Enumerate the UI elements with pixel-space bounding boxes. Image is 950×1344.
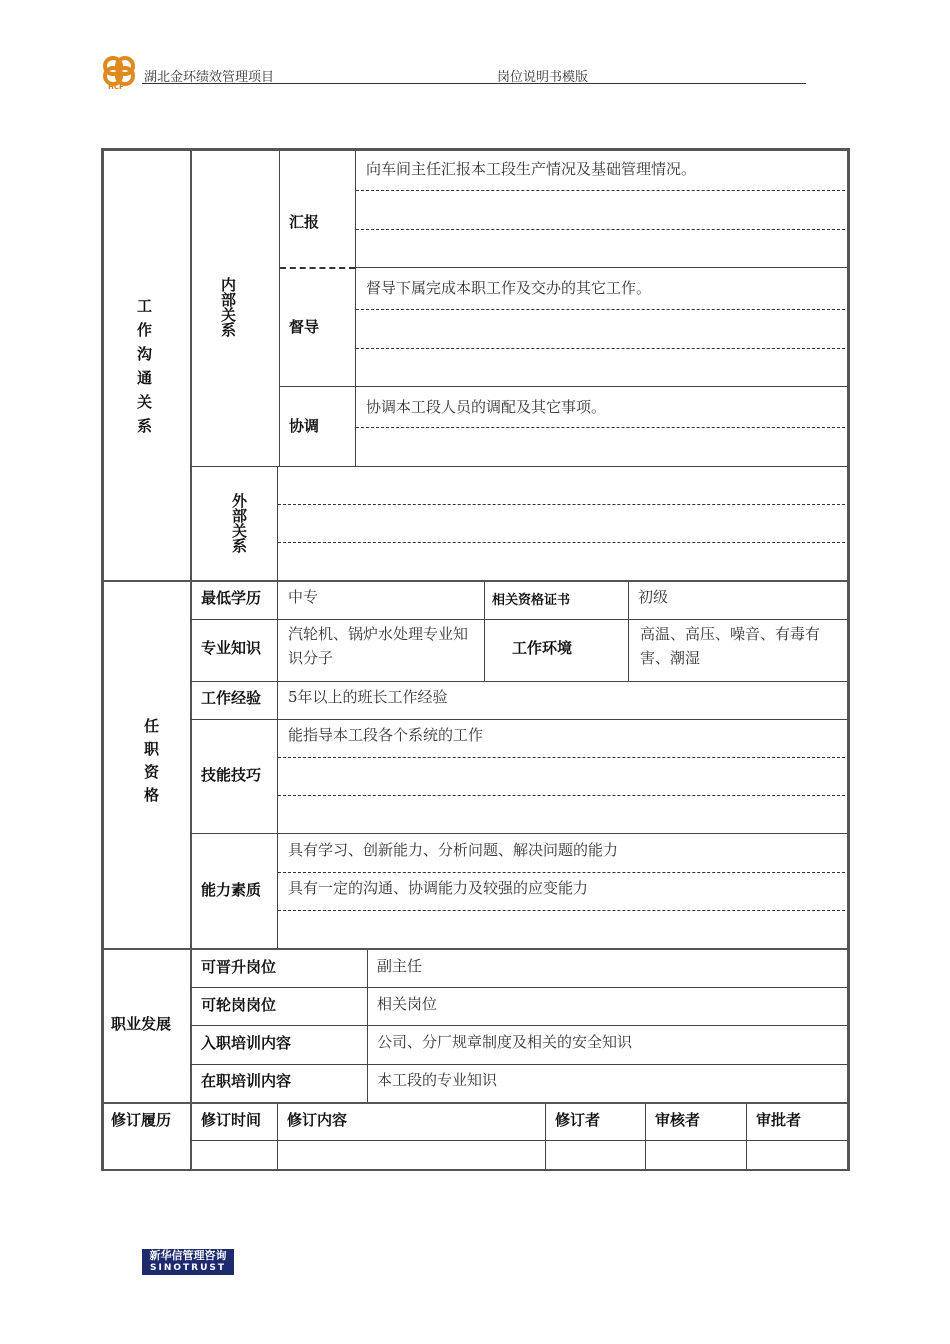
supervise-label: 督导 — [289, 318, 320, 336]
row-divider — [191, 719, 847, 720]
row-divider — [104, 580, 847, 582]
skills-label: 技能技巧 — [201, 766, 262, 784]
report-text: 向车间主任汇报本工段生产情况及基础管理情况。 — [366, 160, 697, 178]
skills-value: 能指导本工段各个系统的工作 — [288, 726, 484, 744]
row-divider — [355, 267, 847, 268]
dashed-line — [356, 348, 845, 349]
col-divider — [277, 466, 278, 581]
dashed-line — [278, 757, 845, 758]
revision-col-reviser: 修订者 — [555, 1111, 601, 1129]
col-divider — [190, 151, 192, 1171]
promotion-label: 可晋升岗位 — [201, 958, 277, 976]
coordinate-text: 协调本工段人员的调配及其它事项。 — [366, 398, 607, 416]
internal-relations-label: 内部关系 — [219, 277, 237, 337]
certificate-value: 初级 — [638, 588, 669, 606]
rotation-value: 相关岗位 — [377, 995, 438, 1013]
experience-label: 工作经验 — [201, 689, 262, 707]
col-divider — [545, 1103, 546, 1171]
row-divider — [191, 833, 847, 834]
section-title-communication: 工作沟通关系 — [135, 298, 153, 442]
dashed-line — [356, 309, 845, 310]
document-type: 岗位说明书模版 — [497, 70, 589, 85]
row-divider — [104, 948, 847, 950]
supervise-text: 督导下属完成本职工作及交办的其它工作。 — [366, 279, 652, 297]
dashed-line — [278, 795, 845, 796]
row-divider — [280, 386, 847, 387]
revision-col-content: 修订内容 — [287, 1111, 348, 1129]
ability-value-1: 具有学习、创新能力、分析问题、解决问题的能力 — [288, 841, 619, 859]
onboarding-training-value: 公司、分厂规章制度及相关的安全知识 — [377, 1033, 633, 1051]
row-divider — [191, 619, 847, 620]
rotation-label: 可轮岗岗位 — [201, 996, 277, 1014]
dashed-line — [278, 910, 845, 911]
promotion-value: 副主任 — [377, 957, 423, 975]
environment-label: 工作环境 — [512, 639, 573, 657]
brand-name-cn: 新华信管理咨询 — [149, 1249, 227, 1262]
revision-col-time: 修订时间 — [201, 1111, 262, 1129]
dashed-line — [356, 427, 845, 428]
dashed-line — [278, 872, 845, 873]
section-title-qualification: 任职资格 — [142, 718, 160, 810]
col-divider — [484, 581, 485, 682]
row-divider — [104, 1102, 847, 1104]
ability-value-2: 具有一定的沟通、协调能力及较强的应变能力 — [288, 879, 589, 897]
inservice-training-label: 在职培训内容 — [201, 1072, 292, 1090]
project-title: 湖北金环绩效管理项目 — [144, 70, 275, 85]
experience-value: 5年以上的班长工作经验 — [288, 688, 448, 706]
section-title-career: 职业发展 — [111, 1015, 172, 1033]
revision-col-approver: 审批者 — [756, 1111, 802, 1129]
section-title-revision: 修订履历 — [111, 1111, 172, 1129]
external-relations-label: 外部关系 — [230, 493, 248, 553]
row-divider — [191, 466, 847, 467]
certificate-label: 相关资格证书 — [492, 593, 571, 608]
row-divider — [191, 987, 847, 988]
col-divider — [645, 1103, 646, 1171]
dashed-line — [278, 542, 845, 543]
col-divider — [279, 151, 280, 467]
col-divider — [628, 581, 629, 682]
col-divider — [746, 1103, 747, 1171]
inservice-training-value: 本工段的专业知识 — [377, 1071, 498, 1089]
knowledge-label: 专业知识 — [201, 639, 262, 657]
coordinate-label: 协调 — [289, 417, 320, 435]
consultancy-logo — [142, 1249, 234, 1275]
row-divider — [191, 1140, 847, 1141]
dashed-line — [278, 504, 845, 505]
col-divider — [367, 949, 368, 1103]
environment-value: 高温、高压、噪音、有毒有害、潮湿 — [640, 625, 821, 667]
col-divider — [277, 1103, 278, 1171]
dashed-line — [356, 190, 845, 191]
dashed-line — [356, 229, 845, 230]
onboarding-training-label: 入职培训内容 — [201, 1034, 292, 1052]
row-divider — [191, 1025, 847, 1026]
report-label: 汇报 — [289, 213, 320, 231]
education-value: 中专 — [288, 588, 319, 606]
row-divider — [191, 1064, 847, 1065]
header-divider — [142, 83, 806, 84]
row-divider — [280, 267, 355, 269]
education-label: 最低学历 — [201, 589, 262, 607]
col-divider — [277, 581, 278, 949]
row-divider — [191, 681, 847, 682]
knowledge-value: 汽轮机、锅炉水处理专业知识分子 — [288, 625, 469, 667]
logo-text: HCF — [108, 83, 124, 91]
ability-label: 能力素质 — [201, 881, 262, 899]
brand-name-en: SINOTRUST — [149, 1263, 226, 1273]
revision-col-reviewer: 审核者 — [655, 1111, 701, 1129]
